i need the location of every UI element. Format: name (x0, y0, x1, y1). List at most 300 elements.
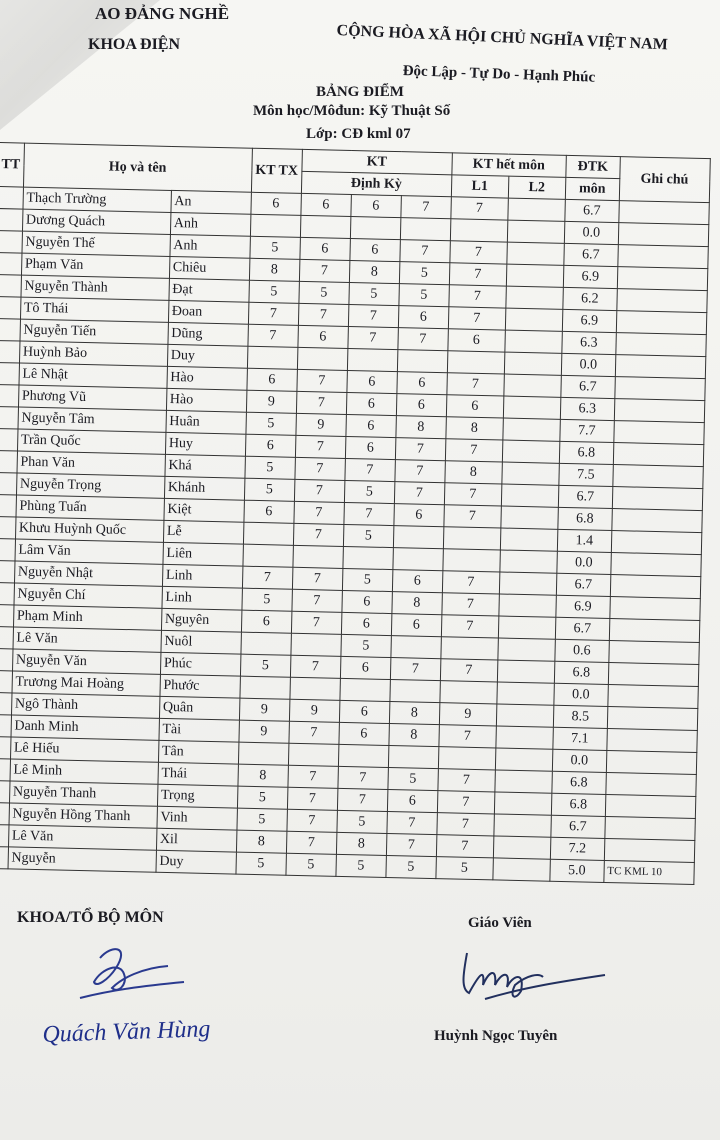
dept-head-title: KHOA/TỔ BỘ MÔN (17, 909, 164, 926)
cell-d3: 6 (398, 306, 448, 329)
cell-d2 (340, 678, 390, 701)
cell-l1 (441, 637, 498, 660)
cell-ten: Duy (156, 850, 236, 874)
cell-d1: 7 (290, 655, 340, 678)
cell-ho: Danh Minh (11, 715, 159, 740)
cell-d2 (343, 546, 393, 569)
cell-ten: Anh (170, 212, 250, 236)
cell-ten: Khá (165, 454, 245, 478)
cell-dtk: 6.3 (562, 331, 616, 354)
cell-dtk: 0.6 (555, 639, 609, 662)
national-title: CỘNG HÒA XÃ HỘI CHỦ NGHĨA VIỆT NAM (336, 22, 669, 54)
cell-d3: 7 (395, 460, 445, 483)
cell-stt (0, 560, 15, 583)
cell-d3: 8 (389, 724, 439, 747)
cell-stt (0, 472, 17, 495)
cell-d1: 7 (298, 303, 348, 326)
cell-ho: Phùng Tuấn (16, 495, 164, 520)
cell-l1: 6 (446, 395, 503, 418)
cell-d3: 6 (397, 372, 447, 395)
cell-d1 (300, 215, 350, 238)
cell-l1: 8 (445, 461, 502, 484)
cell-dtk: 0.0 (561, 353, 615, 376)
cell-d3 (388, 746, 438, 769)
cell-d2: 7 (338, 766, 388, 789)
cell-d3: 7 (386, 833, 436, 856)
cell-d3: 7 (400, 240, 450, 263)
cell-note (616, 311, 706, 335)
cell-l2 (507, 220, 564, 243)
cell-ten: Huy (165, 432, 245, 456)
cell-d2: 5 (342, 568, 392, 591)
cell-ho: Lê Nhật (19, 363, 167, 388)
cell-d1: 7 (296, 391, 346, 414)
cell-l1: 7 (444, 505, 501, 528)
cell-stt (0, 692, 12, 715)
cell-l2 (505, 308, 562, 331)
cell-tx: 5 (237, 786, 287, 809)
cell-dtk: 6.2 (563, 287, 617, 310)
cell-d2: 6 (340, 656, 390, 679)
cell-d2: 7 (337, 788, 387, 811)
cell-ten: An (171, 190, 251, 214)
cell-stt (0, 340, 20, 363)
cell-dtk: 1.4 (557, 529, 611, 552)
cell-l1: 7 (436, 835, 493, 858)
cell-d1: 7 (297, 369, 347, 392)
cell-ho: Nguyễn (8, 847, 156, 872)
cell-stt (0, 604, 14, 627)
cell-ho: Nguyễn Nhật (14, 561, 162, 586)
cell-tx: 5 (240, 654, 290, 677)
cell-tx (240, 676, 290, 699)
cell-d1: 6 (298, 325, 348, 348)
cell-tx (250, 214, 300, 237)
cell-d3: 7 (394, 482, 444, 505)
cell-note (604, 838, 694, 862)
cell-d2: 5 (336, 854, 386, 877)
cell-ho: Nguyễn Văn (12, 649, 160, 674)
cell-d1: 6 (300, 237, 350, 260)
cell-ten: Chiêu (169, 256, 249, 280)
cell-ten: Lễ (163, 520, 243, 544)
cell-l2 (494, 814, 551, 837)
cell-l1 (443, 549, 500, 572)
cell-stt (0, 494, 16, 517)
cell-stt (0, 230, 22, 253)
cell-d1: 7 (288, 765, 338, 788)
cell-ten: Nuôl (161, 630, 241, 654)
cell-d2: 8 (349, 261, 399, 284)
cell-note (606, 772, 696, 796)
cell-stt (0, 296, 21, 319)
cell-tx: 5 (244, 478, 294, 501)
cell-stt (0, 714, 11, 737)
cell-dtk: 6.7 (555, 617, 609, 640)
cell-ho: Phan Văn (17, 451, 165, 476)
cell-l2 (497, 682, 554, 705)
cell-d3 (400, 218, 450, 241)
cell-l2 (506, 264, 563, 287)
cell-d2: 5 (337, 810, 387, 833)
cell-l1: 7 (439, 725, 496, 748)
school-name: AO ĐẢNG NGHỀ (95, 4, 230, 23)
cell-d3: 5 (386, 855, 436, 878)
cell-stt (0, 516, 16, 539)
cell-stt (0, 758, 10, 781)
cell-dtk: 7.2 (550, 837, 604, 860)
cell-ho: Huỳnh Bảo (19, 341, 167, 366)
cell-stt (0, 384, 19, 407)
cell-ho: Tô Thái (20, 297, 168, 322)
cell-dtk: 7.1 (553, 727, 607, 750)
cell-stt (0, 538, 15, 561)
cell-tx: 5 (246, 412, 296, 435)
cell-stt (0, 780, 10, 803)
cell-tx: 7 (248, 302, 298, 325)
cell-ho: Lê Văn (8, 825, 156, 850)
cell-l2 (498, 616, 555, 639)
cell-dtk: 5.0 (550, 859, 604, 882)
cell-note (611, 531, 701, 555)
cell-ten: Huân (166, 410, 246, 434)
cell-d1: 7 (293, 523, 343, 546)
header-l2: L2 (508, 176, 565, 199)
cell-note (618, 245, 708, 269)
cell-dtk: 6.8 (551, 793, 605, 816)
cell-note: TC KML 10 (604, 860, 694, 884)
cell-stt (0, 186, 23, 209)
cell-note (613, 443, 703, 467)
cell-note (614, 421, 704, 445)
cell-ten: Liên (163, 542, 243, 566)
cell-stt (0, 252, 22, 275)
cell-ho: Phạm Văn (21, 253, 169, 278)
cell-d2: 6 (345, 436, 395, 459)
cell-dtk: 0.0 (557, 551, 611, 574)
cell-note (606, 750, 696, 774)
cell-tx: 5 (236, 852, 286, 875)
cell-ten: Kiệt (164, 498, 244, 522)
cell-tx (241, 632, 291, 655)
cell-ho: Khưu Huỳnh Quốc (15, 517, 163, 542)
cell-d1: 7 (294, 501, 344, 524)
cell-ten: Phúc (160, 652, 240, 676)
cell-ten: Đoan (168, 300, 248, 324)
cell-tx: 6 (247, 368, 297, 391)
cell-l2 (493, 858, 550, 881)
cell-l1: 7 (445, 439, 502, 462)
cell-ten: Thái (158, 762, 238, 786)
header-dtk-bottom: môn (565, 177, 619, 200)
cell-d3: 5 (399, 284, 449, 307)
header-l1: L1 (451, 175, 508, 198)
cell-l2 (499, 572, 556, 595)
cell-d3: 8 (396, 416, 446, 439)
cell-ho: Nguyễn Thế (22, 231, 170, 256)
grade-table-body (0, 186, 709, 884)
cell-tx: 8 (238, 764, 288, 787)
cell-tx: 6 (244, 500, 294, 523)
cell-d2: 6 (347, 370, 397, 393)
cell-note (619, 201, 709, 225)
cell-d2: 7 (344, 502, 394, 525)
cell-d1: 7 (291, 611, 341, 634)
cell-ho: Lê Hiếu (10, 737, 158, 762)
cell-ten: Nguyên (161, 608, 241, 632)
cell-stt (0, 318, 20, 341)
cell-ho: Lâm Văn (15, 539, 163, 564)
cell-stt (0, 208, 23, 231)
cell-tx: 5 (237, 808, 287, 831)
cell-d2: 6 (339, 722, 389, 745)
header-dtk-top: ĐTK (566, 155, 620, 178)
cell-d2: 7 (348, 304, 398, 327)
cell-tx: 7 (248, 324, 298, 347)
cell-ten: Khánh (164, 476, 244, 500)
cell-dtk: 0.0 (554, 683, 608, 706)
cell-stt (0, 406, 18, 429)
cell-l1: 7 (448, 307, 505, 330)
cell-stt (0, 648, 13, 671)
cell-d3: 8 (389, 702, 439, 725)
cell-dtk: 7.5 (559, 463, 613, 486)
cell-d1: 5 (286, 853, 336, 876)
header-name: Họ và tên (23, 143, 252, 192)
cell-d1: 5 (299, 281, 349, 304)
cell-d1: 7 (287, 809, 337, 832)
cell-ten: Xil (156, 828, 236, 852)
national-motto: Độc Lập - Tự Do - Hạnh Phúc (402, 63, 596, 86)
header-stt: TT (0, 143, 24, 188)
cell-ho: Nguyễn Trọng (16, 473, 164, 498)
cell-note (608, 684, 698, 708)
cell-tx: 6 (251, 192, 301, 215)
cell-d2: 6 (346, 414, 396, 437)
cell-l1: 7 (449, 285, 506, 308)
cell-note (615, 377, 705, 401)
cell-dtk: 6.8 (552, 771, 606, 794)
cell-d3: 7 (395, 438, 445, 461)
cell-d1: 7 (295, 457, 345, 480)
cell-ho: Nguyễn Tâm (18, 407, 166, 432)
cell-tx: 5 (245, 456, 295, 479)
cell-l2 (495, 770, 552, 793)
cell-d3: 7 (401, 196, 451, 219)
cell-d1: 7 (294, 479, 344, 502)
teacher-title: Giáo Viên (468, 915, 532, 931)
cell-stt (0, 670, 12, 693)
cell-ten: Linh (162, 564, 242, 588)
cell-note (607, 706, 697, 730)
cell-dtk: 6.7 (565, 199, 619, 222)
cell-note (612, 487, 702, 511)
cell-d1: 7 (289, 721, 339, 744)
cell-d2: 5 (343, 524, 393, 547)
cell-d1: 9 (296, 413, 346, 436)
cell-l1: 6 (448, 329, 505, 352)
cell-dtk: 6.8 (559, 441, 613, 464)
cell-note (610, 597, 700, 621)
cell-dtk: 6.7 (564, 243, 618, 266)
cell-dtk: 6.8 (554, 661, 608, 684)
cell-tx (247, 346, 297, 369)
cell-ho: Lê Văn (13, 627, 161, 652)
cell-l2 (504, 374, 561, 397)
cell-d2: 5 (344, 480, 394, 503)
subject-line: Môn học/Môđun: Kỹ Thuật Số (253, 103, 451, 119)
cell-note (605, 794, 695, 818)
cell-l1: 7 (447, 373, 504, 396)
cell-l1: 7 (444, 483, 501, 506)
cell-d1 (293, 545, 343, 568)
class-line: Lớp: CĐ kml 07 (306, 126, 411, 142)
cell-tx: 6 (245, 434, 295, 457)
cell-l2 (502, 462, 559, 485)
cell-ho: Nguyễn Thanh (9, 781, 157, 806)
cell-l2 (494, 792, 551, 815)
cell-l2 (497, 660, 554, 683)
cell-l1: 8 (446, 417, 503, 440)
cell-l1: 9 (439, 703, 496, 726)
cell-tx: 9 (239, 720, 289, 743)
cell-ten: Anh (170, 234, 250, 258)
cell-note (609, 618, 699, 642)
cell-d2: 5 (349, 283, 399, 306)
cell-tx: 5 (250, 236, 300, 259)
cell-l1: 5 (436, 857, 493, 880)
cell-d3: 6 (392, 570, 442, 593)
cell-note (618, 223, 708, 247)
cell-d2: 6 (342, 590, 392, 613)
cell-dtk: 6.9 (562, 309, 616, 332)
cell-l2 (503, 418, 560, 441)
cell-dtk: 6.7 (561, 375, 615, 398)
cell-ho: Nguyễn Thành (21, 275, 169, 300)
cell-ten: Vinh (157, 806, 237, 830)
cell-ho: Trần Quốc (17, 429, 165, 454)
cell-stt (0, 274, 21, 297)
cell-note (607, 728, 697, 752)
cell-d3: 7 (390, 658, 440, 681)
cell-stt (0, 450, 17, 473)
cell-ten: Hào (167, 366, 247, 390)
department-name: KHOA ĐIỆN (88, 36, 181, 53)
cell-d3: 7 (398, 328, 448, 351)
cell-l2 (506, 286, 563, 309)
cell-d3 (393, 548, 443, 571)
cell-l2 (504, 352, 561, 375)
cell-dtk: 6.7 (551, 815, 605, 838)
cell-d1: 7 (292, 567, 342, 590)
header-kt-dinh-ky-bottom: Định Kỳ (301, 171, 451, 196)
cell-l1: 7 (438, 769, 495, 792)
cell-d2 (347, 348, 397, 371)
cell-note (615, 355, 705, 379)
cell-note (617, 289, 707, 313)
cell-dtk: 0.0 (552, 749, 606, 772)
cell-ho: Nguyễn Tiến (20, 319, 168, 344)
cell-d1: 7 (287, 787, 337, 810)
cell-l1: 7 (440, 659, 497, 682)
dept-head-name: Quách Văn Hùng (42, 1016, 211, 1048)
cell-ho: Thạch Trường (23, 187, 171, 212)
cell-l2 (499, 594, 556, 617)
cell-d3: 6 (391, 614, 441, 637)
cell-d2: 8 (336, 832, 386, 855)
cell-note (608, 662, 698, 686)
header-note: Ghi chú (619, 157, 710, 203)
cell-l2 (501, 506, 558, 529)
cell-stt (0, 582, 14, 605)
header-kt-tx: KT TX (251, 148, 302, 193)
cell-l2 (500, 550, 557, 573)
cell-tx: 5 (249, 280, 299, 303)
cell-stt (0, 428, 18, 451)
cell-ho: Nguyễn Chí (14, 583, 162, 608)
cell-d2: 7 (345, 458, 395, 481)
cell-ho: Dương Quách (22, 209, 170, 234)
cell-l2 (501, 484, 558, 507)
cell-l1: 7 (450, 241, 507, 264)
cell-ten: Tân (158, 740, 238, 764)
cell-d1: 7 (299, 259, 349, 282)
cell-d2: 7 (348, 326, 398, 349)
cell-d3: 5 (388, 768, 438, 791)
cell-l2 (493, 836, 550, 859)
cell-d1 (291, 633, 341, 656)
cell-ho: Phạm Minh (13, 605, 161, 630)
cell-note (613, 465, 703, 489)
cell-ho: Nguyễn Hồng Thanh (9, 803, 157, 828)
cell-stt (0, 626, 13, 649)
header-kt-dinh-ky-top: KT (302, 149, 452, 174)
cell-d3: 8 (392, 592, 442, 615)
cell-ho: Lê Minh (10, 759, 158, 784)
cell-ten: Hào (166, 388, 246, 412)
cell-ten: Phước (160, 674, 240, 698)
dept-head-signature-icon (72, 938, 192, 1008)
cell-d3 (390, 680, 440, 703)
cell-ten: Dũng (168, 322, 248, 346)
cell-stt (0, 736, 11, 759)
teacher-signature-icon (455, 945, 615, 1005)
cell-d2 (338, 744, 388, 767)
cell-d1 (288, 743, 338, 766)
cell-l1 (447, 351, 504, 374)
cell-l1 (438, 747, 495, 770)
cell-note (609, 640, 699, 664)
cell-l2 (508, 198, 565, 221)
cell-l2 (496, 704, 553, 727)
cell-l1: 7 (437, 791, 494, 814)
cell-d3: 6 (396, 394, 446, 417)
cell-note (617, 267, 707, 291)
cell-d2: 6 (339, 700, 389, 723)
cell-tx (243, 544, 293, 567)
cell-dtk: 6.9 (556, 595, 610, 618)
cell-d1: 9 (289, 699, 339, 722)
header-kt-het-mon: KT hết môn (452, 153, 566, 178)
cell-d3 (391, 636, 441, 659)
cell-l1: 7 (437, 813, 494, 836)
cell-dtk: 6.9 (563, 265, 617, 288)
cell-d1: 7 (286, 831, 336, 854)
cell-d3: 5 (399, 262, 449, 285)
cell-d2: 6 (351, 195, 401, 218)
teacher-name: Huỳnh Ngọc Tuyên (434, 1028, 558, 1044)
cell-note (612, 509, 702, 533)
